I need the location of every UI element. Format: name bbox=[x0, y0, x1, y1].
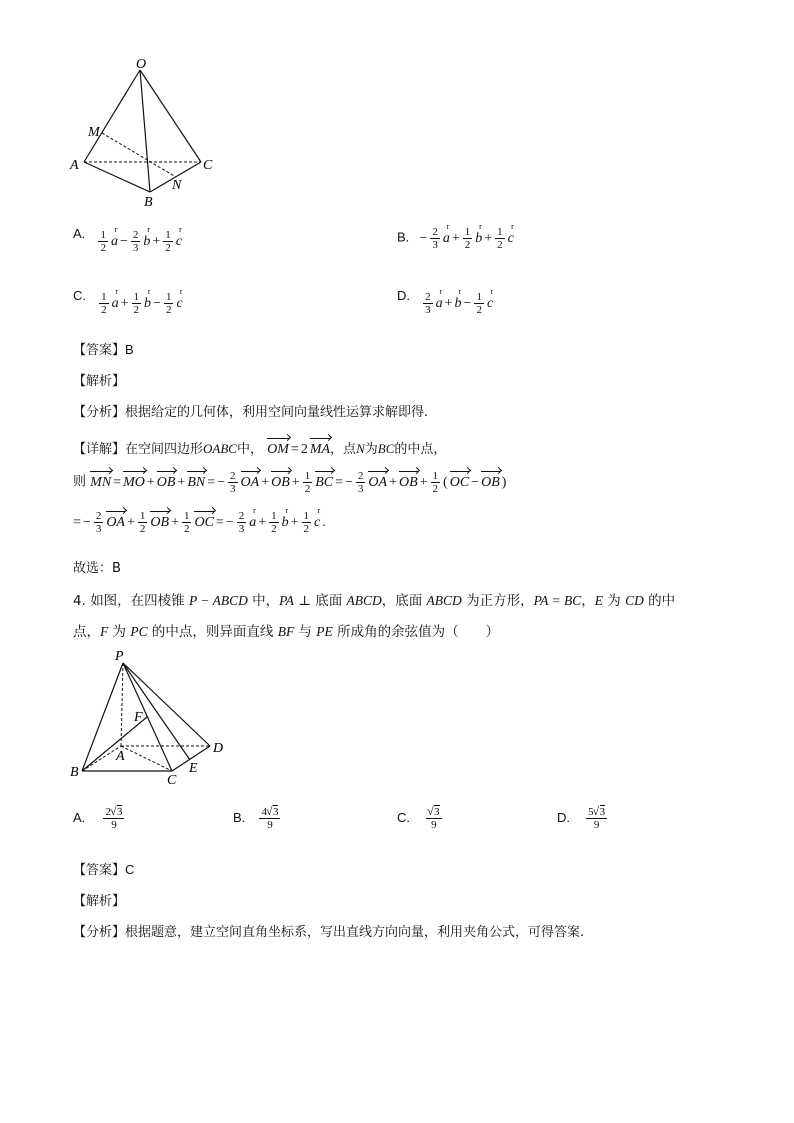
q3-fenxi: 【分析】根据给定的几何体，利用空间向量线性运算求解即得. bbox=[73, 405, 429, 420]
label-P: P bbox=[115, 649, 124, 664]
label-N: N bbox=[172, 178, 182, 193]
pyramid-figure bbox=[66, 645, 236, 787]
q4-statement-line1: 4. 如图，在四棱锥 P − ABCD 中，PA ⊥ 底面 ABCD，底面 ABCD 为正方形，PA = BC，E 为 CD 的中 bbox=[73, 593, 676, 609]
q3-option-b: B. − $\frac{2}{3}$ a r + $\frac{1}{2}$ b r + $\frac{1}{2}$ c r bbox=[397, 221, 514, 251]
label-C: C bbox=[167, 773, 177, 787]
label-B: B bbox=[144, 195, 153, 208]
q3-option-a: A. 1 2 a r − $\frac{2}{3}$ b r + $\frac{1}{2}$ c r bbox=[73, 224, 182, 254]
label-D: D bbox=[213, 741, 224, 756]
q4-answer: 【答案】C bbox=[73, 862, 135, 878]
q4-fenxi: 【分析】根据题意，建立空间直角坐标系，写出直线方向向量，利用夹角公式，可得答案. bbox=[73, 925, 585, 940]
label-A: A bbox=[116, 749, 125, 764]
label-O: O bbox=[136, 57, 147, 72]
q3-analysis-heading: 【解析】 bbox=[73, 374, 126, 389]
q3-answer: 【答案】B bbox=[73, 342, 134, 358]
label-C: C bbox=[203, 158, 213, 173]
q4-option-b: B. $\frac{4√ 3}{9}$ bbox=[233, 806, 281, 831]
q4-option-a: A. $\frac{2√ 3}{9}$ bbox=[73, 806, 125, 831]
label-E: E bbox=[189, 761, 198, 776]
q3-detail-line3: = − $\frac{2}{3}$ OA + $\frac{1}{2}$ OB + $\frac{1}{2}$ OC = − $\frac{2}{3}$ a r + $\frac{1}{2}$ b r + $\frac{1}{2}$ c r . bbox=[73, 505, 326, 535]
q3-detail-line1: 【详解】在空间四边形OABC中， OM = 2 MA ，点N为BC的中点， bbox=[73, 441, 447, 457]
label-M: M bbox=[88, 125, 100, 140]
q3-detail-line2: 则 MN = MO + OB + BN = − $\frac{2}{3}$ OA + OB + $\frac{1}{2}$ BC = − $\frac{2}{3}$ OA + OB + $\frac{1}{2}$ ( OC − OB ) bbox=[73, 470, 507, 495]
q4-option-c: C. √ $\frac{3}{9}$ bbox=[397, 806, 443, 831]
tetrahedron-figure bbox=[66, 56, 226, 208]
label-B: B bbox=[70, 765, 79, 780]
label-A: A bbox=[70, 158, 79, 173]
q4-analysis-heading: 【解析】 bbox=[73, 894, 126, 909]
q3-option-c: C. 1 2 a r + $\frac{1}{2}$ b r − $\frac{1}{2}$ c r bbox=[73, 286, 183, 316]
q3-option-d: D. 2 3 a r + b r − $\frac{1}{2}$ c r bbox=[397, 286, 494, 316]
q3-choose: 故选：B bbox=[73, 561, 121, 576]
label-F: F bbox=[134, 710, 143, 725]
q4-option-d: D. $\frac{5√ 3}{9}$ bbox=[557, 806, 608, 831]
q4-statement-line2: 点，F 为 PC 的中点，则异面直线 BF 与 PE 所成角的余弦值为（ ） bbox=[73, 624, 500, 640]
